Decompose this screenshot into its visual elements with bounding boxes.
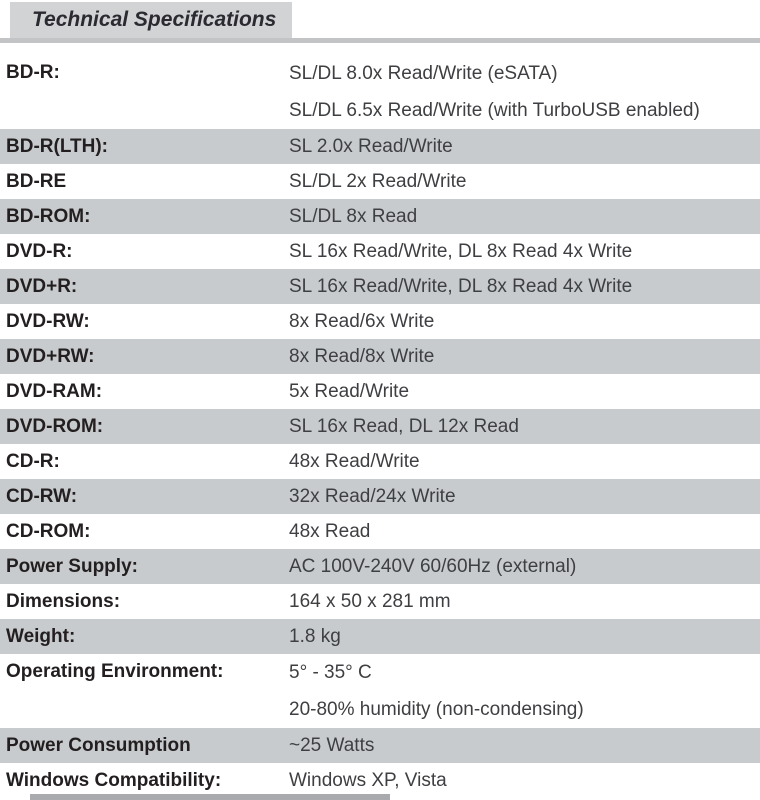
spec-value-line: 8x Read/8x Write xyxy=(289,345,435,367)
spec-label: Weight: xyxy=(6,625,76,647)
spec-row xyxy=(0,199,760,234)
spec-values xyxy=(289,584,760,619)
spec-value-line: SL 16x Read/Write, DL 8x Read 4x Write xyxy=(289,240,633,262)
section-header-box xyxy=(10,2,292,38)
footer-bar xyxy=(30,794,390,800)
spec-label: CD-R: xyxy=(6,450,60,472)
spec-row xyxy=(0,619,760,654)
spec-label: Windows Compatibility: xyxy=(6,769,222,791)
spec-values xyxy=(289,409,760,444)
spec-value-line: AC 100V-240V 60/60Hz (external) xyxy=(289,555,577,577)
spec-row xyxy=(0,728,760,763)
header-divider-bar xyxy=(0,38,760,43)
spec-row xyxy=(0,304,760,339)
spec-value-line: 48x Read xyxy=(289,520,371,542)
spec-values xyxy=(289,444,760,479)
spec-value-line: 48x Read/Write xyxy=(289,450,420,472)
spec-row xyxy=(0,234,760,269)
spec-values xyxy=(289,654,760,728)
spec-value-line: SL 16x Read, DL 12x Read xyxy=(289,415,519,437)
spec-label: Operating Environment: xyxy=(6,660,224,682)
spec-row xyxy=(0,269,760,304)
spec-values xyxy=(289,234,760,269)
spec-row xyxy=(0,339,760,374)
spec-values xyxy=(289,199,760,234)
spec-row xyxy=(0,763,760,798)
spec-value-line: Windows XP, Vista xyxy=(289,769,447,791)
spec-value-line: 8x Read/6x Write xyxy=(289,310,435,332)
spec-label: Power Consumption xyxy=(6,734,191,756)
spec-row xyxy=(0,129,760,164)
spec-label: CD-RW: xyxy=(6,485,78,507)
spec-value-line: SL 16x Read/Write, DL 8x Read 4x Write xyxy=(289,275,633,297)
spec-values xyxy=(289,728,760,763)
spec-label: BD-ROM: xyxy=(6,205,91,227)
spec-label: BD-R: xyxy=(6,61,60,83)
spec-row xyxy=(0,374,760,409)
spec-values xyxy=(289,339,760,374)
spec-values xyxy=(289,374,760,409)
spec-values xyxy=(289,129,760,164)
spec-row xyxy=(0,654,760,728)
spec-value-line: 5° - 35° C xyxy=(289,661,372,683)
spec-label: DVD+RW: xyxy=(6,345,95,367)
spec-value-line: SL/DL 8.0x Read/Write (eSATA) xyxy=(289,62,558,84)
spec-row xyxy=(0,444,760,479)
spec-row xyxy=(0,479,760,514)
spec-row xyxy=(0,549,760,584)
spec-values xyxy=(289,304,760,339)
spec-values xyxy=(289,479,760,514)
spec-values xyxy=(289,549,760,584)
spec-label: Dimensions: xyxy=(6,590,121,612)
spec-values xyxy=(289,619,760,654)
spec-label: DVD-R: xyxy=(6,240,73,262)
spec-table xyxy=(0,55,760,798)
spec-value-line: SL/DL 8x Read xyxy=(289,205,418,227)
section-title: Technical Specifications xyxy=(32,8,277,31)
spec-row xyxy=(0,514,760,549)
spec-label: DVD-RAM: xyxy=(6,380,103,402)
spec-row xyxy=(0,584,760,619)
spec-label: Power Supply: xyxy=(6,555,138,577)
spec-label: DVD-RW: xyxy=(6,310,90,332)
spec-values xyxy=(289,763,760,798)
spec-value-line: 32x Read/24x Write xyxy=(289,485,456,507)
spec-values xyxy=(289,269,760,304)
spec-value-line: 5x Read/Write xyxy=(289,380,410,402)
spec-row xyxy=(0,164,760,199)
spec-label: CD-ROM: xyxy=(6,520,91,542)
spec-label: BD-R(LTH): xyxy=(6,135,108,157)
spec-value-line: ~25 Watts xyxy=(289,734,375,756)
spec-label: BD-RE xyxy=(6,170,67,192)
spec-values xyxy=(289,514,760,549)
spec-value-line: SL/DL 6.5x Read/Write (with TurboUSB enabled) xyxy=(289,99,700,121)
spec-values xyxy=(289,164,760,199)
spec-value-line: 164 x 50 x 281 mm xyxy=(289,590,451,612)
spec-label: DVD+R: xyxy=(6,275,78,297)
spec-value-line: SL/DL 2x Read/Write xyxy=(289,170,467,192)
spec-value-line: 20-80% humidity (non-condensing) xyxy=(289,698,584,720)
spec-values xyxy=(289,55,760,129)
spec-row xyxy=(0,409,760,444)
spec-row xyxy=(0,55,760,129)
spec-value-line: SL 2.0x Read/Write xyxy=(289,135,453,157)
spec-label: DVD-ROM: xyxy=(6,415,104,437)
spec-value-line: 1.8 kg xyxy=(289,625,341,647)
